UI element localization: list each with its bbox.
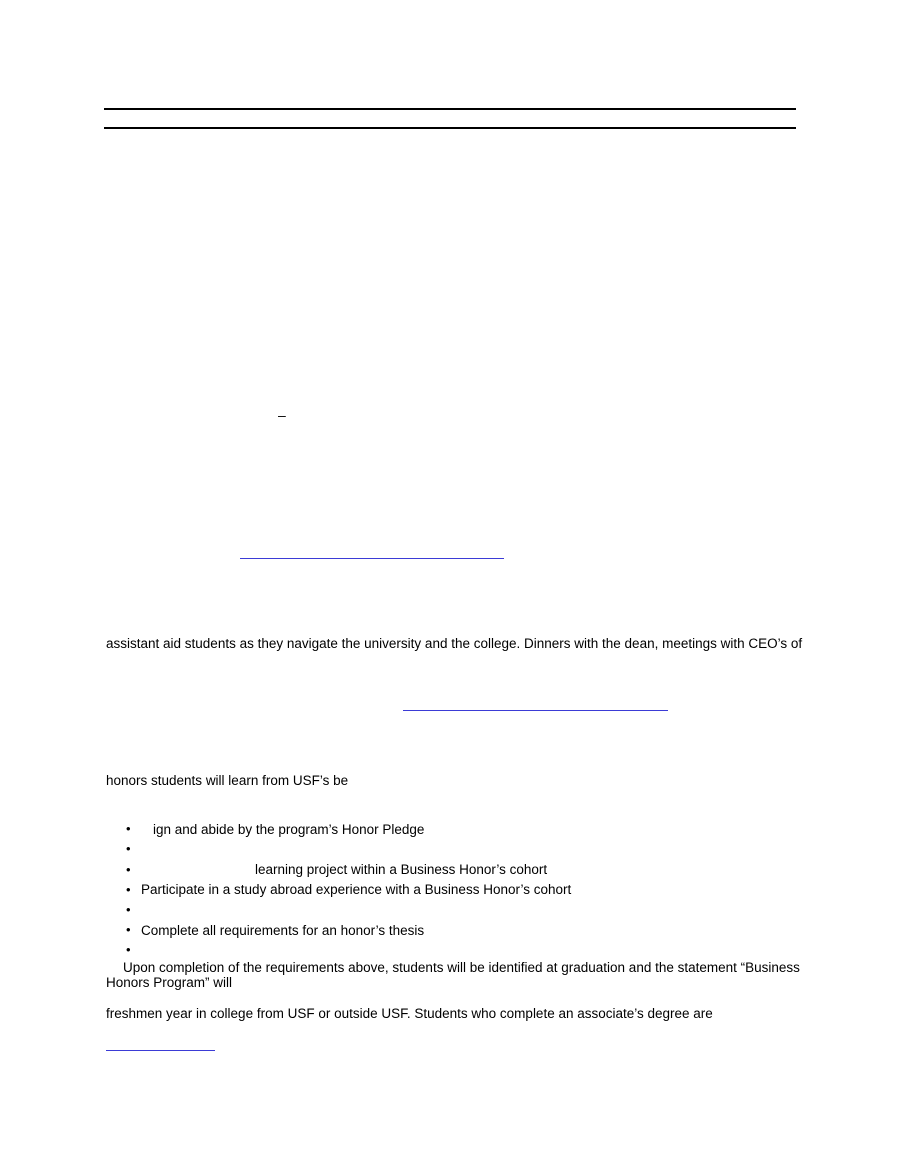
hyperlink-underline-3[interactable] [106,1050,215,1051]
bullet-icon: • [126,902,131,917]
admission-line: freshmen year in college from USF or outside USF. Students who complete an associate’s degree are [106,1006,713,1021]
hyperlink-underline-1[interactable] [240,558,504,559]
dash-mark: – [278,407,286,423]
completion-statement-line-1: Upon completion of the requirements above, students will be identified at graduation and the statement “Business [123,960,800,975]
list-item-text: Complete all requirements for an honor’s thesis [141,923,425,938]
hyperlink-underline-2[interactable] [403,710,668,711]
list-item-text: ign and abide by the program’s Honor Pledge [153,822,425,837]
bullet-icon: • [126,821,131,836]
list-item-text: learning project within a Business Honor’s cohort [255,862,548,877]
bullet-icon: • [126,862,131,877]
bullet-icon: • [126,882,131,897]
completion-statement-line-2: Honors Program” will [106,975,233,990]
paragraph-honors-line: honors students will learn from USF’s be [106,773,349,788]
bullet-icon: • [126,942,131,957]
bullet-icon: • [126,922,131,937]
header-rule-bottom [104,127,796,129]
header-rule-top [104,108,796,110]
list-item-text: Participate in a study abroad experience with a Business Honor’s cohort [141,882,572,897]
paragraph-advising-line: assistant aid students as they navigate the university and the college. Dinners with the dean, meetings with CEO’s of [106,636,803,651]
bullet-icon: • [126,841,131,856]
